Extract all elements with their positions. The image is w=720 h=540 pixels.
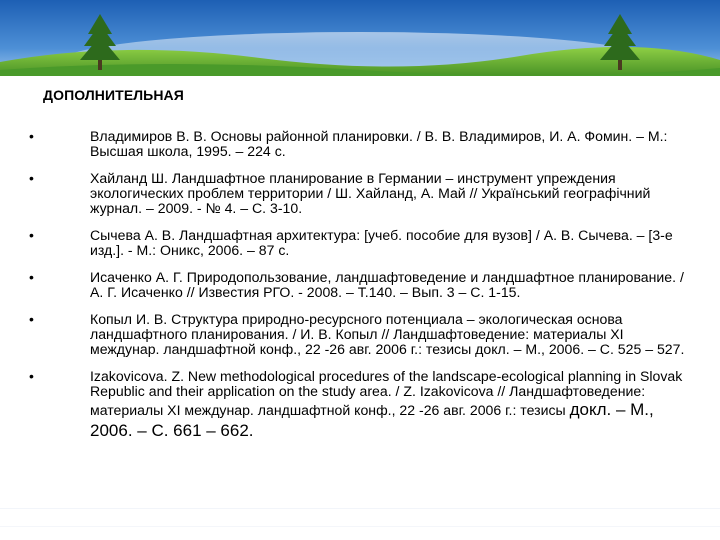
footer-divider — [0, 508, 720, 509]
reference-text: Сычева А. В. Ландшафтная архитектура: [учеб. пособие для вузов] / А. В. Сычева. – [3-е изд.]. - М.: Оникс, 2006. – 87 с. — [90, 227, 673, 258]
reference-item — [29, 312, 689, 357]
reference-text-wrapper — [90, 369, 689, 441]
reference-item — [29, 171, 689, 216]
reference-text: Izakovicova. Z. New methodological procedures of the landscape-ecological planning in Slovak Republic and their application on the study area. / Z. Izakovicova // Ландшафтоведение: материалы XI междунар. ландшафтной конф., 22 -26 авг. 2006 г.: тезисы — [90, 368, 683, 418]
reference-text: Хайланд Ш. Ландшафтное планирование в Германии – инструмент упреждения экологических проблем территории / Ш. Хайланд, А. Май // Український географічний журнал. – 2009. - № 4. – С. 3-10. — [90, 170, 651, 216]
footer-divider — [0, 526, 720, 527]
reference-item — [29, 129, 689, 159]
bullet: • — [29, 227, 34, 243]
bullet: • — [29, 311, 34, 327]
reference-list — [29, 129, 689, 441]
bullet: • — [29, 170, 34, 186]
section-heading: ДОПОЛНИТЕЛЬНАЯ — [43, 87, 184, 103]
reference-item — [29, 369, 689, 441]
reference-text: Владимиров В. В. Основы районной планировки. / В. В. Владимиров, И. А. Фомин. – М.: Высшая школа, 1995. – 224 с. — [90, 128, 668, 159]
landscape-illustration — [0, 0, 720, 80]
reference-text: Исаченко А. Г. Природопользование, ландшафтоведение и ландшафтное планирование. / А. Г. Исаченко // Известия РГО. - 2008. – Т.140. – Вып. 3 – С. 1-15. — [90, 269, 684, 300]
header-banner — [0, 0, 720, 80]
reference-text: Копыл И. В. Структура природно-ресурсного потенциала – экологическая основа ландшафтного планирования. / И. В. Копыл // Ландшафтоведение: материалы XI междунар. ландшафтной конф., 22 -26 авг. 2006 г.: тезисы докл. – М., 2006. – С. 525 – 527. — [90, 311, 685, 357]
reference-text-tail: докл. – М., 2006. – С. 661 – 662. — [90, 400, 654, 440]
bullet: • — [29, 269, 34, 285]
bullet: • — [29, 368, 34, 384]
bullet: • — [29, 128, 34, 144]
reference-item — [29, 228, 689, 258]
reference-item — [29, 270, 689, 300]
